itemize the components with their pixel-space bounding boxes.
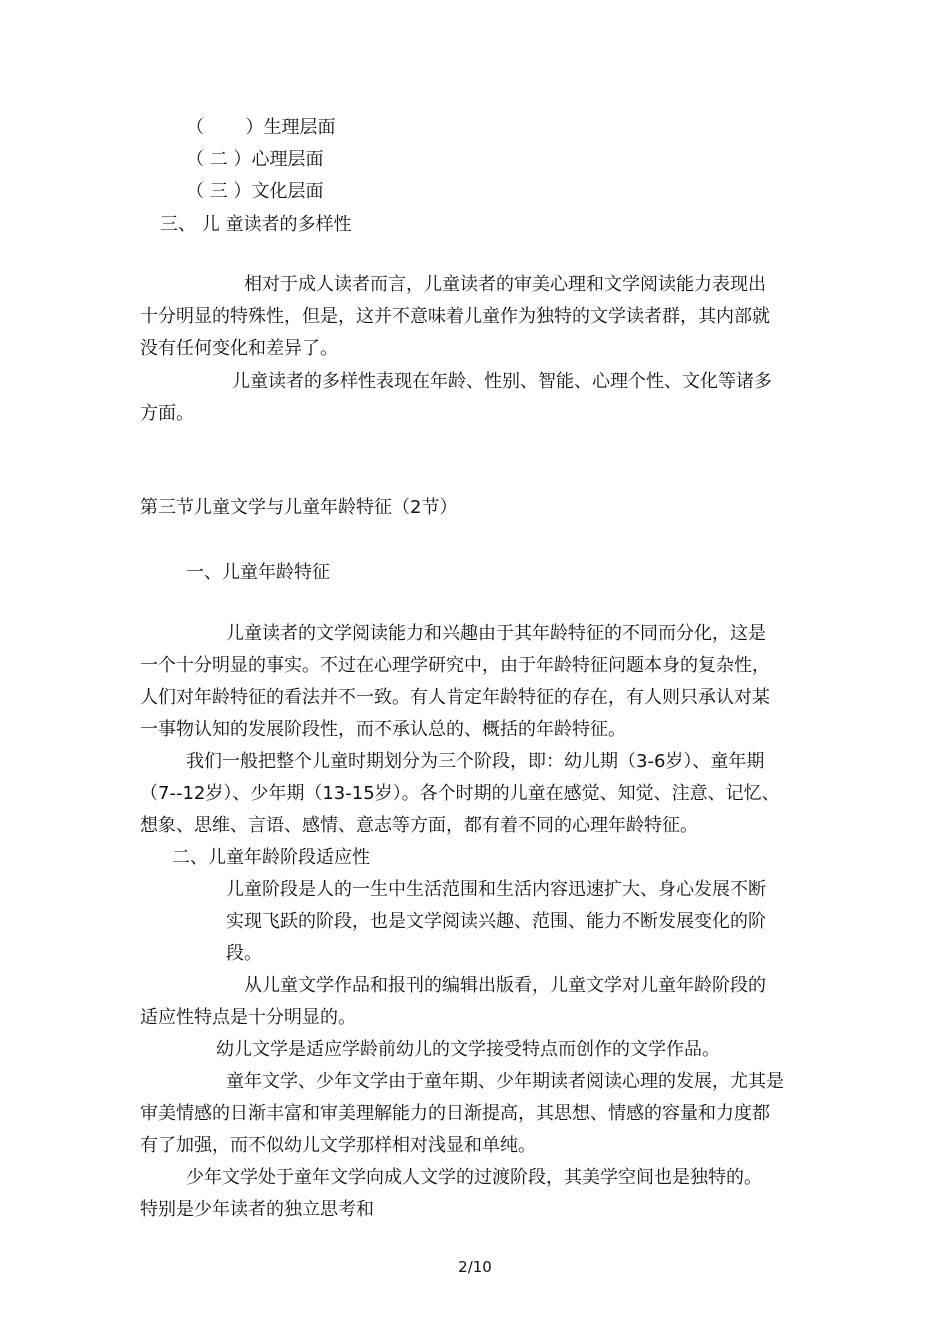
para3-line: 人们对年龄特征的看法并不一致。有人肯定年龄特征的存在，有人则只承认对某 (140, 687, 770, 708)
para4-line: （7--12岁）、少年期（13-15岁）。各个时期的儿童在感觉、知觉、注意、记忆、 (140, 783, 780, 804)
para4-line: 想象、思维、言语、感情、意志等方面，都有着不同的心理年龄特征。 (140, 815, 698, 836)
para6-line: 适应性特点是十分明显的。 (140, 1007, 356, 1028)
subitem-cultural: （ 三 ）文化层面 (186, 181, 324, 202)
para2-line: 儿童读者的多样性表现在年龄、性别、智能、心理个性、文化等诸多 (232, 371, 772, 392)
para5-line: 儿童阶段是人的一生中生活范围和生活内容迅速扩大、身心发展不断 (226, 879, 766, 900)
subitem-psychological: （ 二 ）心理层面 (186, 149, 324, 170)
para1-line: 十分明显的特殊性，但是，这并不意味着儿童作为独特的文学读者群，其内部就 (140, 306, 770, 327)
para1-line: 没有任何变化和差异了。 (140, 338, 338, 359)
para3-line: 一事物认知的发展阶段性，而不承认总的、概括的年龄特征。 (140, 719, 626, 740)
section3-heading: 三、 儿 童读者的多样性 (160, 214, 352, 235)
para8-line: 审美情感的日渐丰富和审美理解能力的日渐提高，其思想、情感的容量和力度都 (140, 1103, 770, 1124)
para5-line: 实现飞跃的阶段，也是文学阅读兴趣、范围、能力不断发展变化的阶 (226, 911, 766, 932)
para2-line: 方面。 (140, 403, 194, 424)
subitem-physiological: （ ）生理层面 (186, 117, 336, 138)
heading-age-stage-adaptability: 二、儿童年龄阶段适应性 (172, 847, 370, 868)
para7-line: 幼儿文学是适应学龄前幼儿的文学接受特点而创作的文学作品。 (216, 1039, 720, 1060)
para3-line: 儿童读者的文学阅读能力和兴趣由于其年龄特征的不同而分化，这是 (226, 623, 766, 644)
para1-line: 相对于成人读者而言，儿童读者的审美心理和文学阅读能力表现出 (244, 274, 766, 295)
para6-line: 从儿童文学作品和报刊的编辑出版看，儿童文学对儿童年龄阶段的 (244, 975, 766, 996)
para8-line: 童年文学、少年文学由于童年期、少年期读者阅读心理的发展，尤其是 (226, 1071, 784, 1092)
para9-line: 少年文学处于童年文学向成人文学的过渡阶段，其美学空间也是独特的。 (186, 1167, 762, 1188)
para3-line: 一个十分明显的事实。不过在心理学研究中，由于年龄特征问题本身的复杂性， (140, 655, 770, 676)
para4-line: 我们一般把整个儿童时期划分为三个阶段，即：幼儿期（3-6岁）、童年期 (186, 751, 765, 772)
page-number: 2/10 (458, 1258, 492, 1276)
para5-line: 段。 (226, 943, 262, 964)
para9-line: 特别是少年读者的独立思考和 (140, 1199, 374, 1220)
heading-age-characteristics: 一、儿童年龄特征 (186, 562, 330, 583)
para8-line: 有了加强，而不似幼儿文学那样相对浅显和单纯。 (140, 1135, 536, 1156)
chapter-title: 第三节儿童文学与儿童年龄特征（2节） (140, 497, 458, 518)
